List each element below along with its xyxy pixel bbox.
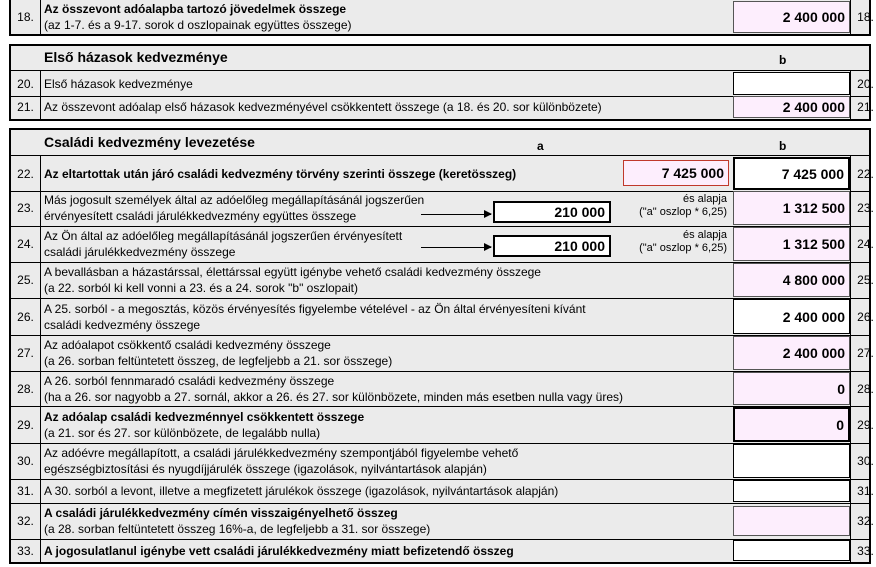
row-number-right: 26. xyxy=(850,298,876,335)
row-title: Az összevont adóalapba tartozó jövedelmek összege xyxy=(44,2,347,16)
row-description: Az összevont adóalap első házasok kedvezményével csökkentett összege (a 18. és 20. sor különbözete) xyxy=(44,100,602,114)
value-field-26[interactable]: 2 400 000 xyxy=(733,299,850,334)
row-line-1: Más jogosult személyek által az adóelőleg megállapításánál jogszerűen xyxy=(44,193,425,207)
row-number-right: 30. xyxy=(850,443,876,479)
row-number-right: 31. xyxy=(850,479,876,503)
row-18 xyxy=(11,0,874,34)
row-number-right: 25. xyxy=(850,262,876,298)
row-number: 26. xyxy=(11,298,41,335)
basis-label: és alapja xyxy=(682,193,727,205)
value-field-31[interactable] xyxy=(733,480,850,502)
row-title: A családi járulékkedvezmény címén visszaigényelhető összeg xyxy=(44,506,398,520)
row-number-right: 20. xyxy=(850,71,876,96)
row-18-frame xyxy=(9,0,874,36)
row-33 xyxy=(11,539,874,562)
row-line-1: Az Ön által az adóelőleg megállapításánál jogszerűen érvényesített xyxy=(44,229,403,243)
row-line-2: érvényesített családi járulékkedvezmény együttes összege xyxy=(44,209,357,223)
row-number-right: 18. xyxy=(850,0,876,34)
input-field-23a[interactable]: 210 000 xyxy=(493,201,611,223)
row-description: A 30. sorból a levont, illetve a megfizetett járulékok összege (igazolások, nyilvántartások alapján) xyxy=(44,484,559,498)
row-line-1: A 25. sorból - a megosztás, közös érvényesítés figyelembe vételével - az Ön által érvényesíteni kívánt xyxy=(44,301,586,316)
arrow-right-icon xyxy=(421,214,491,215)
row-line-2: egészségbiztosítási és nyugdíjjárulék összege (igazolások, nyilvántartások alapján) xyxy=(44,462,487,476)
row-number-right: 28. xyxy=(850,371,876,406)
row-title: Az eltartottak után járó családi kedvezmény törvény szerinti összege (keretösszeg) xyxy=(44,166,517,181)
row-subtitle: (az 1-7. és a 9-17. sorok d oszlopainak együttes összege) xyxy=(44,18,352,32)
row-27 xyxy=(11,335,874,372)
row-number: 22. xyxy=(11,156,41,191)
row-description: Első házasok kedvezménye xyxy=(44,76,193,91)
row-number: 18. xyxy=(11,0,41,34)
row-25 xyxy=(11,262,874,299)
basis-note xyxy=(615,193,727,219)
row-number-right: 29. xyxy=(850,406,876,443)
value-field-29[interactable]: 0 xyxy=(733,407,850,442)
row-22 xyxy=(11,155,874,192)
row-line-2: családi járulékkedvezmény összege xyxy=(44,245,236,259)
row-line-1: Az adóévre megállapított, a családi járulékkedvezmény szempontjából figyelembe vehető xyxy=(44,446,519,460)
row-number-right: 33. xyxy=(850,539,876,562)
section-title: Első házasok kedvezménye xyxy=(44,49,228,65)
row-32 xyxy=(11,503,874,540)
row-number: 25. xyxy=(11,262,41,298)
value-field-22b[interactable]: 7 425 000 xyxy=(733,157,850,190)
row-line-2: (a 28. sorban feltüntetett összeg 16%-a, de legfeljebb a 31. sor összege) xyxy=(44,522,431,536)
value-field-22a[interactable]: 7 425 000 xyxy=(623,160,729,186)
row-30 xyxy=(11,443,874,480)
row-number: 21. xyxy=(11,95,41,119)
row-20 xyxy=(11,70,874,97)
row-number: 32. xyxy=(11,503,41,539)
row-number: 33. xyxy=(11,539,41,562)
column-header-b: b xyxy=(779,53,787,67)
row-line-1: A 26. sorból fennmaradó családi kedvezmény összege xyxy=(44,373,335,388)
value-field-28[interactable]: 0 xyxy=(733,372,850,405)
column-header-b: b xyxy=(779,139,787,153)
basis-note xyxy=(615,229,727,255)
family-allowance-section xyxy=(9,128,874,564)
value-field-18[interactable]: 2 400 000 xyxy=(733,1,850,33)
arrow-right-icon xyxy=(421,247,491,248)
basis-formula: ("a" oszlop * 6,25) xyxy=(639,206,727,218)
row-number-right: 21. xyxy=(850,95,876,119)
column-header-a: a xyxy=(537,139,544,153)
value-field-24b[interactable]: 1 312 500 xyxy=(733,227,850,261)
row-title: A jogosulatlanul igénybe vett családi járulékkedvezmény miatt befizetendő összeg xyxy=(44,543,514,558)
row-title: Az adóalap családi kedvezménnyel csökkentett összege xyxy=(44,409,365,424)
first-home-section xyxy=(9,44,874,121)
row-28 xyxy=(11,371,874,407)
row-number: 23. xyxy=(11,190,41,226)
row-number: 27. xyxy=(11,335,41,371)
row-number-right: 22. xyxy=(850,156,876,191)
row-number: 24. xyxy=(11,226,41,262)
row-number: 28. xyxy=(11,371,41,406)
row-line-2: (a 26. sorban feltüntetett összeg, de legfeljebb a 21. sor összege) xyxy=(44,354,393,368)
row-number: 30. xyxy=(11,443,41,479)
value-field-32[interactable] xyxy=(733,506,850,536)
row-23 xyxy=(11,190,874,227)
value-field-25[interactable]: 4 800 000 xyxy=(733,263,850,297)
row-21 xyxy=(11,95,874,119)
value-field-21[interactable]: 2 400 000 xyxy=(733,96,850,118)
row-line-2: (a 22. sorból ki kell vonni a 23. és a 24. sorok "b" oszlopait) xyxy=(44,281,359,295)
value-field-33[interactable] xyxy=(733,540,850,561)
basis-label: és alapja xyxy=(682,229,727,241)
row-number: 20. xyxy=(11,71,41,96)
row-26 xyxy=(11,298,874,336)
row-29 xyxy=(11,406,874,444)
row-31 xyxy=(11,479,874,504)
row-number: 29. xyxy=(11,406,41,443)
value-field-30[interactable] xyxy=(733,444,850,478)
value-field-20[interactable] xyxy=(733,72,850,95)
row-line-2: (ha a 26. sor nagyobb a 27. sornál, akkor a 26. és 27. sor különbözete, minden más esetben nulla vagy üres) xyxy=(44,389,624,404)
value-field-27[interactable]: 2 400 000 xyxy=(733,336,850,370)
row-number: 31. xyxy=(11,479,41,503)
basis-formula: ("a" oszlop * 6,25) xyxy=(639,242,727,254)
row-24 xyxy=(11,226,874,263)
row-line-2: (a 21. sor és 27. sor különbözete, de legalább nulla) xyxy=(44,425,321,440)
row-number-right: 27. xyxy=(850,335,876,371)
input-field-24a[interactable]: 210 000 xyxy=(493,235,611,257)
row-number-right: 24. xyxy=(850,226,876,262)
row-line-2: családi kedvezmény összege xyxy=(44,317,201,332)
row-number-right: 32. xyxy=(850,503,876,539)
section-title: Családi kedvezmény levezetése xyxy=(44,134,255,150)
row-line-1: Az adóalapot csökkentő családi kedvezmény összege xyxy=(44,338,331,352)
row-number-right: 23. xyxy=(850,190,876,226)
value-field-23b[interactable]: 1 312 500 xyxy=(733,191,850,225)
row-line-1: A bevallásban a házastárssal, élettárssal együtt igénybe vehető családi kedvezmény összege xyxy=(44,265,541,279)
